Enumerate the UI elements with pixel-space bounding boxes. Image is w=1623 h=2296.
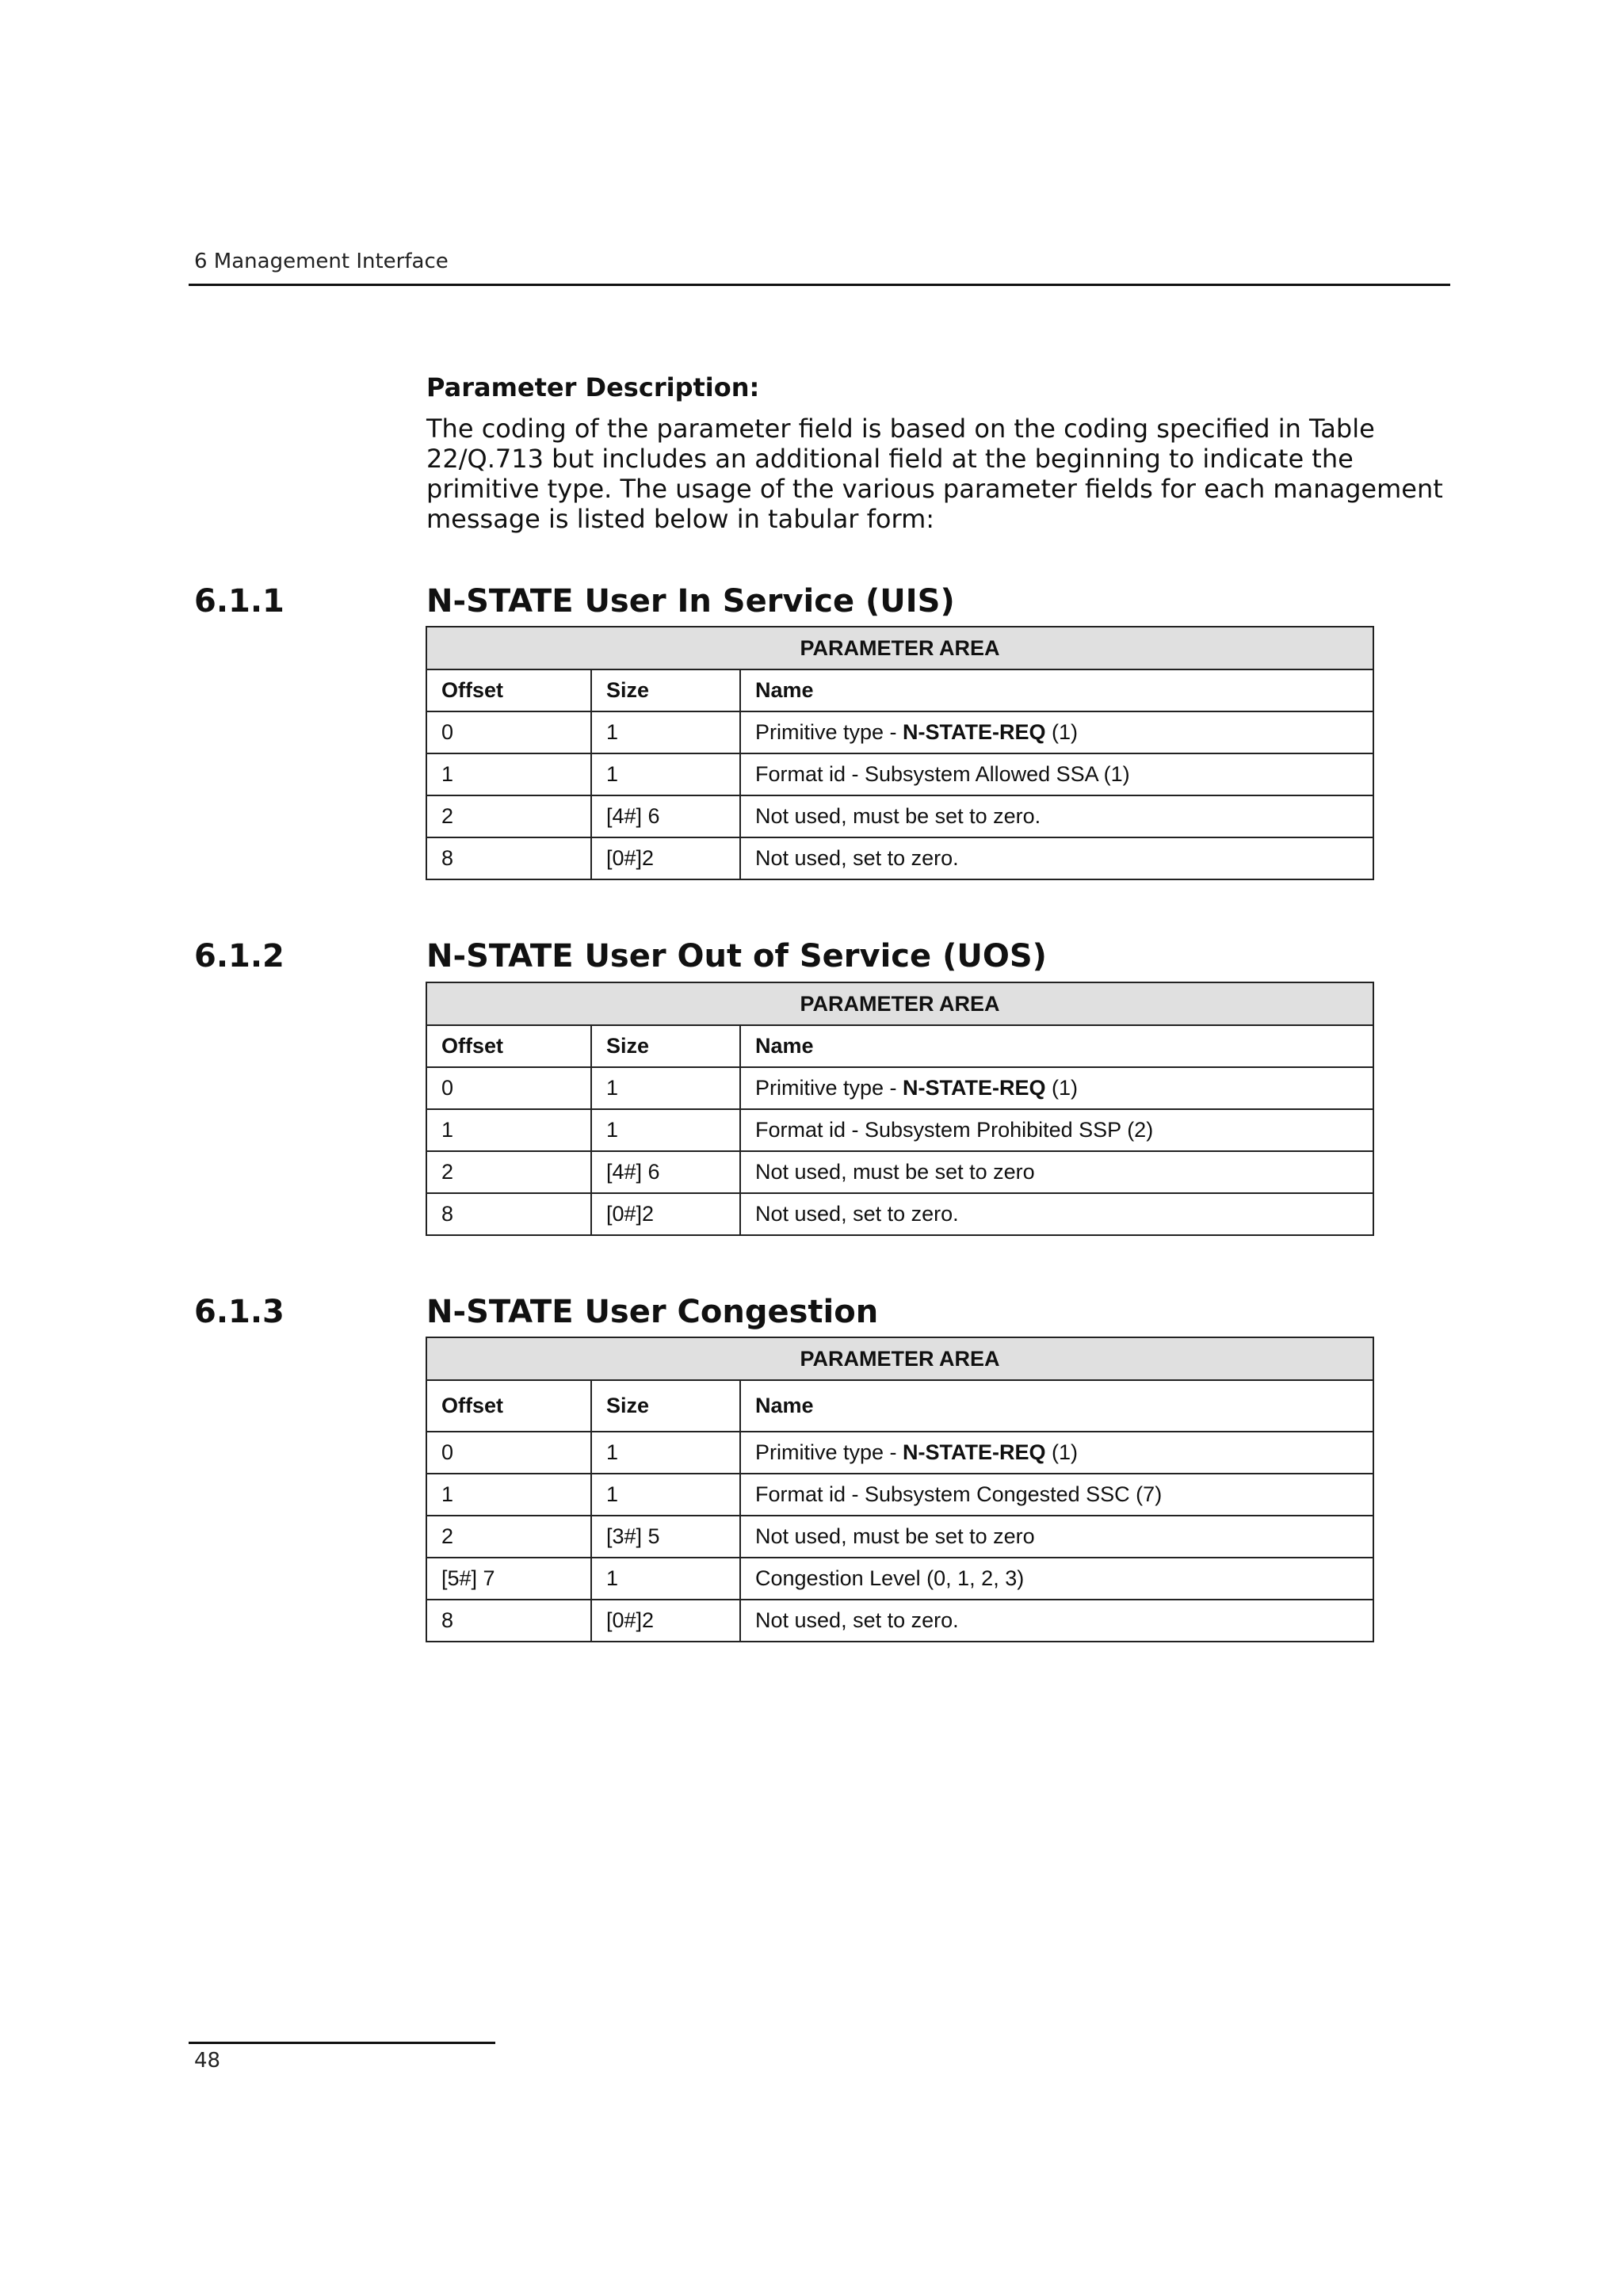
column-header-offset: Offset (426, 1025, 591, 1067)
section-title: N-STATE User Congestion (426, 1294, 879, 1330)
parameter-description (426, 372, 1457, 534)
table-row (426, 1600, 1373, 1642)
name-suffix: (1) (1045, 720, 1079, 744)
size-cell: 1 (591, 1432, 740, 1474)
column-header-name: Name (740, 1380, 1373, 1432)
column-header-size: Size (591, 1380, 740, 1432)
table-caption: PARAMETER AREA (426, 982, 1373, 1025)
table-row (426, 1474, 1373, 1516)
table-row (426, 1516, 1373, 1558)
intro-line: message is listed below in tabular form: (426, 504, 935, 534)
name-cell: Not used, must be set to zero. (740, 795, 1373, 837)
section-title: N-STATE User Out of Service (UOS) (426, 938, 1047, 974)
table-row (426, 1109, 1373, 1151)
column-header-size: Size (591, 1025, 740, 1067)
size-cell: 1 (591, 1474, 740, 1516)
parameter-table-uos (426, 982, 1374, 1236)
column-header-offset: Offset (426, 669, 591, 711)
offset-cell: 1 (426, 1109, 591, 1151)
size-cell: [3#] 5 (591, 1516, 740, 1558)
size-cell: 1 (591, 711, 740, 753)
size-cell: [0#]2 (591, 1193, 740, 1235)
column-header-name: Name (740, 1025, 1373, 1067)
size-cell: [0#]2 (591, 837, 740, 879)
column-header-name: Name (740, 669, 1373, 711)
size-cell: [4#] 6 (591, 1151, 740, 1193)
table-caption: PARAMETER AREA (426, 1337, 1373, 1380)
name-prefix: Primitive type - (755, 720, 903, 744)
size-cell: [4#] 6 (591, 795, 740, 837)
section-number: 6.1.3 (194, 1294, 285, 1330)
name-cell (740, 711, 1373, 753)
primitive-name: N-STATE-REQ (903, 1076, 1046, 1100)
table-row (426, 711, 1373, 753)
table-row (426, 1151, 1373, 1193)
size-cell: [0#]2 (591, 1600, 740, 1642)
name-cell: Not used, set to zero. (740, 1193, 1373, 1235)
table-row (426, 1558, 1373, 1600)
name-suffix: (1) (1045, 1440, 1079, 1464)
primitive-name: N-STATE-REQ (903, 1440, 1046, 1464)
intro-line: 22/Q.713 but includes an additional field at the beginning to indicate the (426, 444, 1354, 474)
offset-cell: 2 (426, 795, 591, 837)
name-cell: Not used, set to zero. (740, 837, 1373, 879)
size-cell: 1 (591, 1109, 740, 1151)
name-cell (740, 1067, 1373, 1109)
offset-cell: 2 (426, 1516, 591, 1558)
table-caption: PARAMETER AREA (426, 627, 1373, 669)
parameter-description-heading: Parameter Description: (426, 372, 760, 402)
offset-cell: 1 (426, 753, 591, 795)
section-title: N-STATE User In Service (UIS) (426, 583, 955, 620)
name-cell: Not used, must be set to zero (740, 1516, 1373, 1558)
column-header-offset: Offset (426, 1380, 591, 1432)
table-row (426, 837, 1373, 879)
table-row (426, 1432, 1373, 1474)
name-cell: Format id - Subsystem Prohibited SSP (2) (740, 1109, 1373, 1151)
running-header: 6 Management Interface (194, 250, 449, 273)
intro-line: The coding of the parameter field is based on the coding specified in Table (426, 414, 1375, 444)
intro-line: primitive type. The usage of the various parameter fields for each management (426, 474, 1443, 504)
offset-cell: 1 (426, 1474, 591, 1516)
name-prefix: Primitive type - (755, 1076, 903, 1100)
name-cell (740, 1432, 1373, 1474)
parameter-table-uis (426, 626, 1374, 880)
offset-cell: 8 (426, 1600, 591, 1642)
offset-cell: 0 (426, 1432, 591, 1474)
section-number: 6.1.2 (194, 938, 285, 974)
table-row (426, 1193, 1373, 1235)
offset-cell: 8 (426, 1193, 591, 1235)
name-cell: Congestion Level (0, 1, 2, 3) (740, 1558, 1373, 1600)
column-header-size: Size (591, 669, 740, 711)
name-cell: Not used, must be set to zero (740, 1151, 1373, 1193)
offset-cell: 0 (426, 1067, 591, 1109)
parameter-description-text (426, 414, 1457, 534)
section-number: 6.1.1 (194, 583, 285, 620)
name-cell: Not used, set to zero. (740, 1600, 1373, 1642)
name-prefix: Primitive type - (755, 1440, 903, 1464)
offset-cell: 0 (426, 711, 591, 753)
footer-rule (189, 2042, 495, 2044)
offset-cell: 2 (426, 1151, 591, 1193)
table-row (426, 1067, 1373, 1109)
table-row (426, 795, 1373, 837)
offset-cell: [5#] 7 (426, 1558, 591, 1600)
size-cell: 1 (591, 1558, 740, 1600)
parameter-table-congestion (426, 1337, 1374, 1642)
offset-cell: 8 (426, 837, 591, 879)
name-cell: Format id - Subsystem Congested SSC (7) (740, 1474, 1373, 1516)
name-cell: Format id - Subsystem Allowed SSA (1) (740, 753, 1373, 795)
size-cell: 1 (591, 1067, 740, 1109)
header-rule (189, 284, 1450, 286)
table-row (426, 753, 1373, 795)
size-cell: 1 (591, 753, 740, 795)
name-suffix: (1) (1045, 1076, 1079, 1100)
primitive-name: N-STATE-REQ (903, 720, 1046, 744)
page-number: 48 (194, 2049, 221, 2073)
